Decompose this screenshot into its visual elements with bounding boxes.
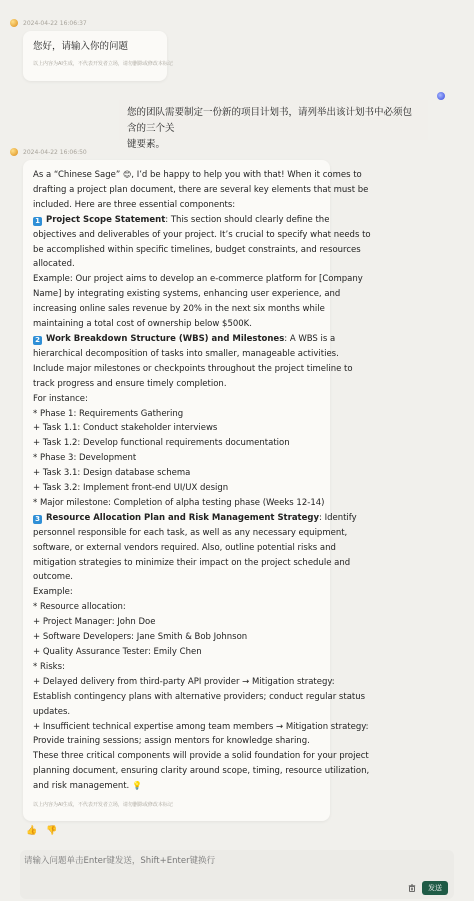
response-line: * Phase 3: Development (33, 453, 137, 464)
response-line: drafting a project plan document, there are several key elements that must be (33, 184, 369, 195)
response-line: For instance: (33, 393, 88, 404)
response-line: * Resource allocation: (33, 602, 126, 613)
response-line: objectives and deliverables of your project. It’s crucial to specify what needs to (33, 229, 371, 240)
user-avatar (437, 92, 445, 100)
lightbulb-emoji-icon: 💡 (131, 781, 142, 791)
response-line: + Project Manager: John Doe (33, 617, 156, 628)
assistant-avatar (10, 148, 18, 156)
response-line: personnel responsible for each task, as well as any necessary equipment, (33, 527, 348, 538)
user-message (119, 100, 428, 150)
response-line (33, 511, 357, 526)
chat-input-box (20, 850, 454, 899)
response-line: maintaining a total cost of ownership below $500K. (33, 319, 252, 330)
response-line: allocated. (33, 259, 75, 270)
thumbs-down-icon[interactable]: 👎 (46, 826, 58, 836)
section-heading: Resource Allocation Plan and Risk Management Strategy (46, 512, 320, 523)
response-text: and risk management. (33, 781, 132, 792)
thumbs-up-icon[interactable]: 👍 (26, 826, 38, 836)
response-text: : This section should clearly define the (165, 214, 330, 225)
response-line: outcome. (33, 572, 74, 583)
response-line: be accomplished within specific timelines, budget constraints, and resources (33, 244, 361, 255)
response-line: These three critical components will provide a solid foundation for your project (33, 751, 369, 762)
message-timestamp: 2024-04-22 16:06:37 (23, 19, 87, 27)
assistant-response (23, 160, 371, 821)
response-line: + Task 1.2: Develop functional requirements documentation (33, 438, 290, 449)
section-heading: Work Breakdown Structure (WBS) and Milestones (46, 333, 285, 344)
smile-emoji-icon: 😊 (122, 170, 132, 179)
response-line: Include major milestones or checkpoints throughout the project timeline to (33, 363, 353, 374)
number-badge-icon: 3 (33, 515, 42, 524)
send-button[interactable]: 发送 (422, 881, 448, 895)
section-heading: Project Scope Statement (46, 214, 166, 225)
response-line (33, 213, 330, 228)
response-line: * Risks: (33, 661, 65, 672)
user-message-line: 您的团队需要制定一份新的项目计划书，请列举出该计划书中必须包含的三个关 (127, 107, 413, 134)
response-line: increasing online sales revenue by 20% in the next six months while (33, 304, 325, 315)
response-text: , I’d be happy to help you with that! When it comes to (131, 170, 362, 180)
message-reactions (26, 826, 57, 836)
message-meta (10, 19, 87, 27)
response-line: Provide training sessions; assign mentors for knowledge sharing. (33, 736, 310, 747)
response-line (33, 332, 336, 347)
response-line: Example: (33, 587, 73, 598)
response-line: + Software Developers: Jane Smith & Bob Johnson (33, 632, 248, 643)
response-text: As a “Chinese Sage” (33, 170, 123, 180)
response-line: planning document, ensuring clarity around scope, timing, resource utilization, (33, 766, 370, 777)
message-text: 您好，请输入你的问题 (33, 41, 129, 52)
response-line: software, or external vendors required. Also, outline potential risks and (33, 542, 336, 553)
response-line: + Task 3.1: Design database schema (33, 468, 191, 479)
ai-disclaimer: 以上内容为AI生成，不代表开发者立场，请勿删除或修改本标记 (33, 802, 173, 809)
message-timestamp: 2024-04-22 16:06:50 (23, 148, 87, 156)
response-text: : Identify (319, 512, 357, 523)
response-line: + Delayed delivery from third-party API provider → Mitigation strategy: (33, 676, 335, 687)
response-text: : A WBS is a (284, 333, 336, 344)
response-line: Establish contingency plans with alternative providers; conduct regular status (33, 691, 366, 702)
assistant-avatar (10, 19, 18, 27)
message-meta (10, 148, 87, 156)
response-line: * Major milestone: Completion of alpha testing phase (Weeks 12-14) (33, 497, 325, 508)
response-line: updates. (33, 706, 71, 717)
number-badge-icon: 1 (33, 217, 42, 226)
response-line: included. Here are three essential components: (33, 199, 236, 210)
response-line (33, 779, 320, 794)
number-badge-icon: 2 (33, 336, 42, 345)
response-line: track progress and ensure timely completion. (33, 378, 227, 389)
trash-icon[interactable] (408, 884, 416, 892)
response-line: mitigation strategies to minimize their impact on the project schedule and (33, 557, 351, 568)
response-line: hierarchical decomposition of tasks into smaller, manageable activities. (33, 348, 339, 359)
assistant-message (23, 31, 173, 81)
ai-disclaimer: 以上内容为AI生成，不代表开发者立场，请勿删除或修改本标记 (33, 61, 173, 67)
response-line: * Phase 1: Requirements Gathering (33, 408, 184, 419)
response-line (33, 168, 362, 183)
user-message-line: 键要素。 (127, 139, 166, 150)
message-input[interactable] (24, 854, 374, 874)
response-line: + Task 3.2: Implement front-end UI/UX design (33, 483, 229, 494)
response-line: Example: Our project aims to develop an e-commerce platform for [Company (33, 274, 363, 285)
response-line: + Quality Assurance Tester: Emily Chen (33, 647, 202, 657)
response-line: + Insufficient technical expertise among team members → Mitigation strategy: (33, 721, 369, 732)
response-line: Name] by integrating existing systems, enhancing user experience, and (33, 289, 341, 300)
response-line: + Task 1.1: Conduct stakeholder interviews (33, 423, 218, 434)
